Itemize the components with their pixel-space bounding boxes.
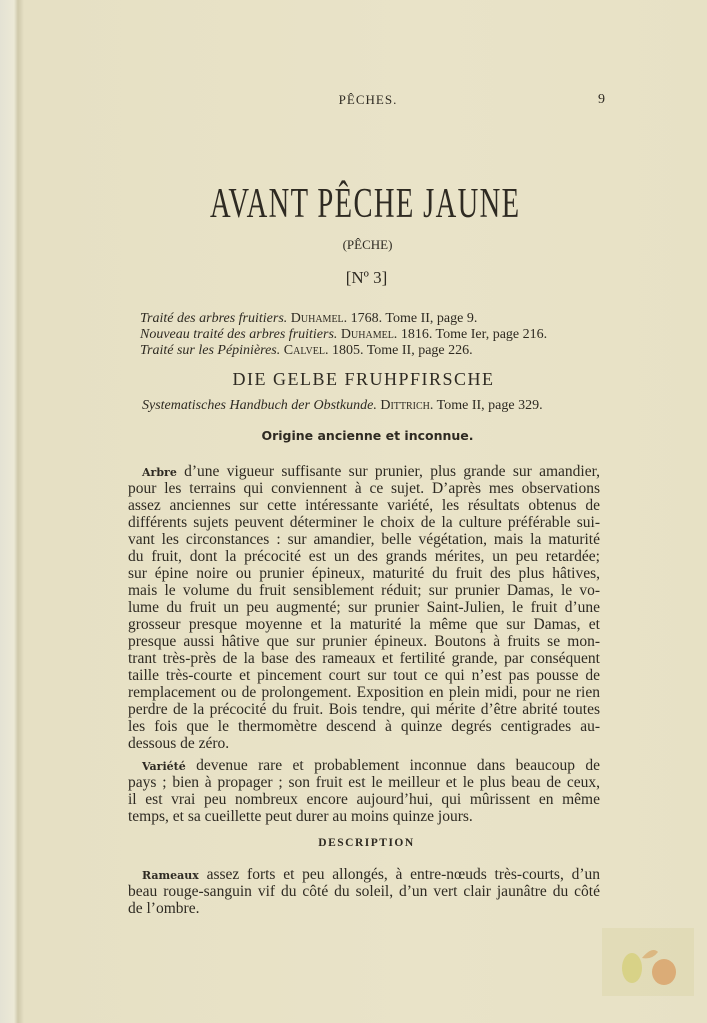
text-line (128, 480, 600, 497)
text-line (128, 582, 600, 599)
text-line (128, 531, 600, 548)
line-text: grosseur presque moyenne et la maturité la même que sur Damas, et (128, 616, 600, 633)
line-text: lume du fruit un peu augmenté; sur prunier Saint-Julien, le fruit d’une (128, 599, 600, 616)
text-line (128, 667, 600, 684)
run-in-heading: Variété (142, 760, 186, 773)
reference-author: Duhamel. (290, 311, 348, 326)
text-line (128, 463, 600, 480)
reference-details: 1816. Tome Ier, page 216. (400, 327, 548, 342)
line-text: beau rouge-sanguin vif du côté du soleil, d’un vert clair jaunâtre du côté (128, 883, 600, 900)
reference-author: Dittrich. (380, 398, 434, 413)
text-line (128, 718, 600, 735)
line-text: assez anciennes sur cette intéressante variété, les résultats obtenus de (128, 497, 600, 514)
reference-details: 1805. Tome II, page 226. (331, 343, 473, 358)
run-in-heading: Arbre (142, 466, 177, 479)
line-text: de l’ombre. (128, 900, 200, 917)
text-line (128, 497, 600, 514)
line-text: trant très-près de la base des rameaux et fertilité grande, par conséquent (128, 650, 600, 667)
german-name: DIE GELBE FRUHPFIRSCHE (232, 369, 495, 389)
reference-work: Systematisches Handbuch der Obstkunde. (142, 398, 377, 413)
text-line (128, 650, 600, 667)
text-line (128, 866, 600, 883)
text-line (128, 735, 600, 752)
line-text: dessous de zéro. (128, 735, 230, 752)
line-text: pays ; bien à propager ; son fruit est le meilleur et le plus beau de ceux, (128, 774, 600, 791)
line-text: temps, et sa cueillette peut durer au moins quinze jours. (128, 808, 473, 825)
text-line (128, 757, 600, 774)
paragraph-variete (128, 757, 600, 825)
text-line (128, 808, 600, 825)
paragraph-arbre (128, 463, 600, 752)
line-text: les fois que le thermomètre descend à quinze degrés centigrades au- (128, 718, 600, 735)
text-line (128, 883, 600, 900)
page-title (0, 180, 707, 237)
line-text: du fruit, dont la précocité est un des grands mérites, un peu retardée; (128, 548, 600, 565)
german-reference (142, 397, 602, 414)
origin-heading: Origine ancienne et inconnue. (261, 428, 474, 443)
apple-shape (652, 959, 676, 985)
subtitle: (PÊCHE) (342, 237, 393, 252)
text-line (128, 633, 600, 650)
text-line (128, 599, 600, 616)
line-text: pour les terrains qui conviennent à ce sujet. D’après mes observations (128, 480, 600, 497)
reference-details: Tome II, page 329. (436, 398, 543, 413)
text-line (128, 514, 600, 531)
line-text: assez forts et peu allongés, à entre-nœuds très-courts, d’un (206, 866, 600, 883)
text-line (128, 774, 600, 791)
line-text: taille très-courte et pincement court sur tout ce qui n’est pas pousse de (128, 667, 600, 684)
line-text: sur épine noire ou prunier épineux, maturité du fruit des plus hâtives, (128, 565, 600, 582)
line-text: vant les circonstances : sur amandier, belle végétation, mais la maturité (128, 531, 600, 548)
description-heading: DESCRIPTION (318, 837, 415, 849)
reference-work: Nouveau traité des arbres fruitiers. (140, 327, 338, 342)
line-text: mais le volume du fruit sensiblement réduit; sur prunier Damas, le vo- (128, 582, 600, 599)
reference-work: Traité des arbres fruitiers. (140, 311, 288, 326)
text-line (128, 791, 600, 808)
line-text: presque aussi hâtive que sur prunier épineux. Boutons à fruits se mon- (128, 633, 600, 650)
pear-shape (622, 953, 642, 983)
title-text: AVANT PÊCHE JAUNE (210, 181, 521, 227)
line-text: d’une vigueur suffisante sur prunier, plus grande sur amandier, (184, 463, 600, 480)
reference (140, 327, 600, 343)
fruit-logo (602, 928, 694, 996)
leaf-shape (642, 950, 658, 958)
line-text: perdre de la précocité du fruit. Bois tendre, qui mérite d’être abrité toutes (128, 701, 600, 718)
text-line (128, 565, 600, 582)
variety-number: [Nº 3] (345, 268, 388, 287)
line-text: il est vrai peu nombreux encore aujourd’hui, qui mûrissent en même (128, 791, 600, 808)
running-head: PÊCHES. (338, 92, 398, 107)
reference-details: 1768. Tome II, page 9. (350, 311, 478, 326)
reference (140, 311, 600, 327)
line-text: devenue rare et probablement inconnue dans beaucoup de (196, 757, 600, 774)
text-line (128, 616, 600, 633)
paragraph-rameaux (128, 866, 600, 917)
text-line (128, 701, 600, 718)
line-text: différents sujets peuvent déterminer le choix de la culture préférable sui- (128, 514, 600, 531)
run-in-heading: Rameaux (142, 869, 199, 882)
reference-work: Traité sur les Pépinières. (140, 343, 281, 358)
text-line (128, 548, 600, 565)
page-number: 9 (598, 92, 605, 107)
reference-author: Calvel. (283, 343, 329, 358)
text-line (128, 684, 600, 701)
references (140, 311, 600, 359)
text-line (128, 900, 600, 917)
reference (140, 343, 600, 359)
line-text: remplacement ou de prolongement. Exposition en plein midi, pour ne rien (128, 684, 600, 701)
reference-author: Duhamel. (340, 327, 398, 342)
